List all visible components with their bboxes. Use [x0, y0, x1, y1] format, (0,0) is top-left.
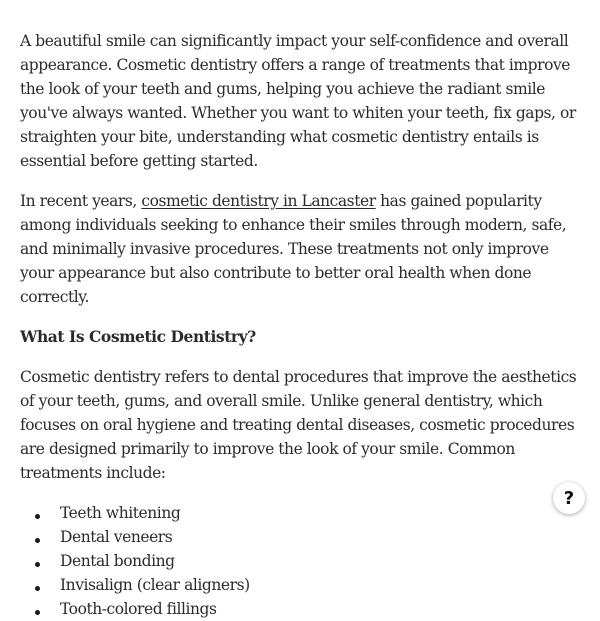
list-item: Teeth whitening [20, 501, 580, 525]
treatments-list [20, 501, 580, 621]
second-paragraph-tail: has gained popularity among individuals seeking to enhance their smiles through modern, safe, and minimally invasive procedures. These treatments not only improve your appearance but also contribute to better oral health when done correctly. [20, 192, 567, 306]
help-button[interactable] [553, 482, 585, 514]
list-item: Dental bonding [20, 549, 580, 573]
second-paragraph-lead: In recent years, [20, 192, 142, 210]
section-heading: What Is Cosmetic Dentistry? [20, 327, 256, 346]
cosmetic-dentistry-lancaster-link[interactable]: cosmetic dentistry in Lancaster [141, 192, 376, 210]
article-body [20, 29, 580, 621]
list-item: Dental veneers [20, 525, 580, 549]
second-paragraph [20, 189, 580, 309]
question-mark-icon: ? [563, 487, 575, 509]
intro-paragraph: A beautiful smile can significantly impact your self-confidence and overall appearance. Cosmetic dentistry offers a range of treatments that improve the look of your teeth and gums, helping you achieve the radiant smile you've always wanted. Whether you want to whiten your teeth, fix gaps, or straighten your bite, understanding what cosmetic dentistry entails is essential before getting started. [20, 32, 576, 170]
list-item: Invisalign (clear aligners) [20, 573, 580, 597]
list-item: Tooth-colored fillings [20, 597, 580, 621]
section-paragraph: Cosmetic dentistry refers to dental procedures that improve the aesthetics of your teeth, gums, and overall smile. Unlike general dentistry, which focuses on oral hygiene and treating dental diseases, cosmetic procedures are designed primarily to improve the look of your smile. Common treatments include: [20, 368, 577, 482]
